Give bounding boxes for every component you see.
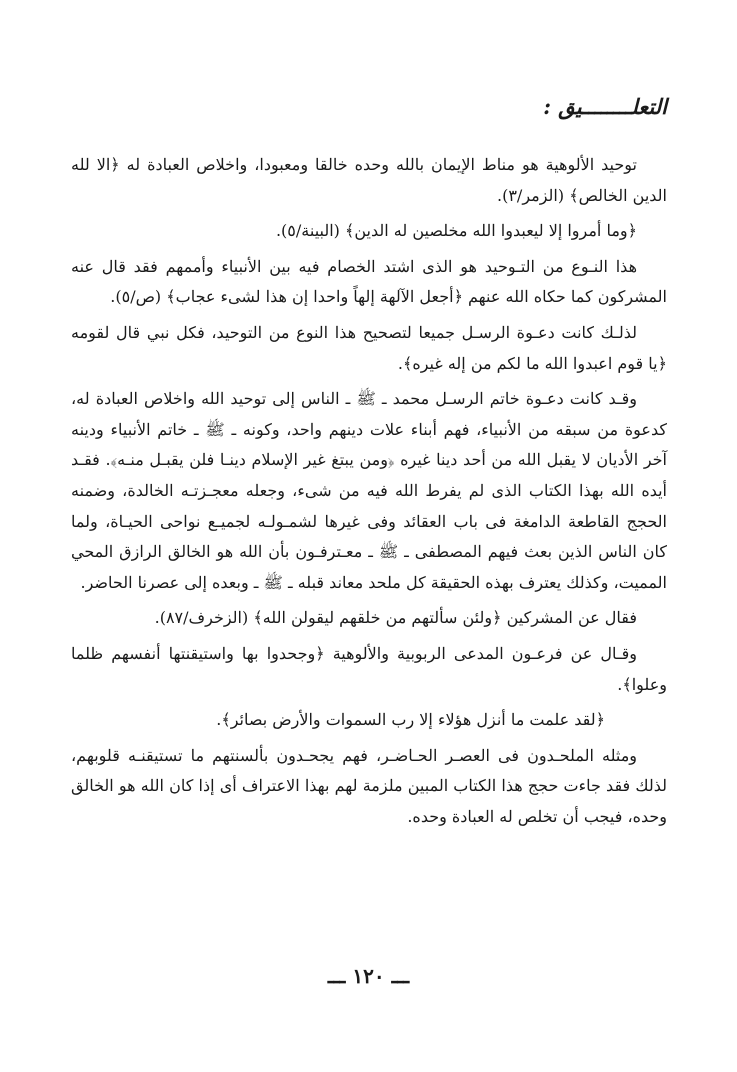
section-heading: التعلــــــــيق : bbox=[543, 94, 667, 119]
paragraph-9: ومثله الملحـدون فى العصـر الحـاضـر، فهم يجحـدون بألسنتهم ما تستيقنـه قلوبهم، لذلك فقد جاءت حجج هذا الكتاب المبين ملزمة لهم بهذا الاعتراف أى إذا كان الله هو الخالق وحده، فيجب أن تخلص له العبادة وحده. bbox=[71, 745, 667, 826]
body-text bbox=[71, 150, 667, 837]
paragraph-5: وقـد كانت دعـوة خاتم الرسـل محمد ـ ﷺ ـ الناس إلى توحيد الله واخلاص العبادة له، كدعوة من سبقه من الأنبياء، فهم أبناء علات دينهم واحد، وكونه ـ ﷺ ـ خاتم الأنبياء ودينه آخر الأديان لا يقبل الله من أحد دينا غيره ﴿ومن يبتغ غير الإسلام دينـا فلن يقبـل منـه﴾. فقـد أيده الله بهذا الكتاب الذى لم يفرط الله فيه من شىء، وجعله معجـزتـه الخالدة، وضمنه الحجج القاطعة الدامغة فى باب العقائد وفى غيرها لشمـولـه لجميـع نواحى الحيـاة، ولما كان الناس الذين بعث فيهم المصطفى ـ ﷺ ـ معـترفـون بأن الله هو الخالق الرازق المحي المميت، وكذلك يعترف بهذه الحقيقة كل ملحد معاند قبله ـ ﷺ ـ وبعده إلى عصرنا الحاضر. bbox=[71, 389, 667, 592]
paragraph-3: هذا النـوع من التـوحيد هو الذى اشتد الخصام فيه بين الأنبياء وأممهم فقد قال عنه المشركون كما حكاه الله عنهم ﴿أجعل الآلهة إلهاً واحدا إن هذا لشىء عجاب﴾ (ص/٥). bbox=[71, 256, 667, 307]
page-number: ـــ ١٢٠ ـــ bbox=[327, 964, 410, 988]
paragraph-8: ﴿لقد علمت ما أنزل هؤلاء إلا رب السموات والأرض بصائر﴾. bbox=[216, 710, 605, 730]
paragraph-2: ﴿وما أمروا إلا ليعبدوا الله مخلصين له الدين﴾ (البينة/٥). bbox=[275, 221, 637, 241]
paragraph-7: وقـال عن فرعـون المدعى الربوبية والألوهية ﴿وجحدوا بها واستيقنتها أنفسهم ظلما وعلوا﴾. bbox=[71, 643, 667, 694]
paragraph-1: توحيد الألوهية هو مناط الإيمان بالله وحده خالقا ومعبودا، واخلاص العبادة له ﴿الا لله الدين الخالص﴾ (الزمر/٣). bbox=[71, 155, 667, 205]
paragraph-4: لذلـك كانت دعـوة الرسـل جميعا لتصحيح هذا النوع من التوحيد، فكل نبي قال لقومه ﴿يا قوم اعبدوا الله ما لكم من إله غيره﴾. bbox=[71, 322, 667, 373]
paragraph-6: فقال عن المشركين ﴿ولئن سألتهم من خلقهم ليقولن الله﴾ (الزخرف/٨٧). bbox=[154, 608, 637, 628]
